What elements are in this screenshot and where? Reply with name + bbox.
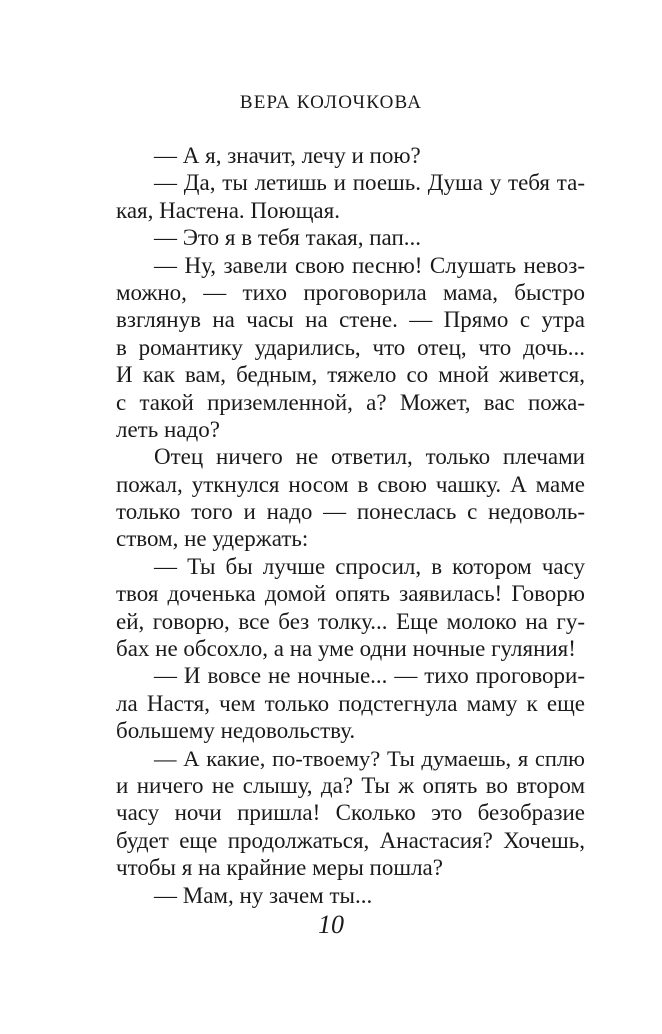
text-line: леть надо?: [116, 416, 220, 442]
text-line: ла Настя, чем только подстегнула маму к еще: [116, 690, 585, 716]
text-line: можно, — тихо проговорила мама, быстро: [116, 279, 585, 305]
text-line: И как вам, бедным, тяжело со мной живется,: [116, 362, 585, 388]
text-line: большему недовольству.: [116, 718, 356, 744]
text-line: — Мам, ну зачем ты...: [154, 882, 373, 908]
page-number: 10: [318, 910, 344, 939]
text-line: с такой приземленной, а? Может, вас пожа-: [116, 389, 585, 415]
text-line: часу ночи пришла! Сколько это безобразие: [116, 800, 585, 826]
text-line: — Это я в тебя такая, пап...: [154, 225, 422, 251]
text-line: будет еще продолжаться, Анастасия? Хочешь,: [116, 827, 585, 853]
text-line: только того и надо — понеслась с недоволь-: [116, 499, 585, 525]
text-line: — А какие, по-твоему? Ты думаешь, я сплю: [154, 745, 585, 771]
text-line: — А я, значит, лечу и пою?: [154, 143, 421, 168]
text-line: — Ну, завели свою песню! Слушать невоз-: [154, 252, 585, 278]
text-line: ством, не удержать:: [116, 526, 309, 552]
text-line: кая, Настена. Поющая.: [116, 197, 340, 223]
text-line: Отец ничего не ответил, только плечами: [154, 444, 585, 470]
text-line: — Да, ты летишь и поешь. Душа у тебя та-: [154, 170, 585, 196]
running-header: ВЕРА КОЛОЧКОВА: [239, 92, 423, 113]
text-line: — Ты бы лучше спросил, в котором часу: [154, 553, 585, 579]
text-line: в романтику ударились, что отец, что дочь...: [116, 334, 585, 360]
text-line: пожал, уткнулся носом в свою чашку. А маме: [116, 471, 585, 497]
text-line: бах не обсохло, а на уме одни ночные гуляния!: [116, 636, 576, 662]
body-text: [116, 142, 585, 909]
text-line: взглянув на часы на стене. — Прямо с утра: [116, 307, 585, 333]
text-line: и ничего не слышу, да? Ты ж опять во втором: [116, 772, 585, 798]
text-line: чтобы я на крайние меры пошла?: [116, 855, 443, 881]
text-line: ей, говорю, все без толку... Еще молоко на гу-: [116, 608, 585, 634]
text-line: твоя доченька домой опять заявилась! Говорю: [116, 581, 585, 607]
text-line: — И вовсе не ночные... — тихо проговори-: [154, 663, 585, 689]
